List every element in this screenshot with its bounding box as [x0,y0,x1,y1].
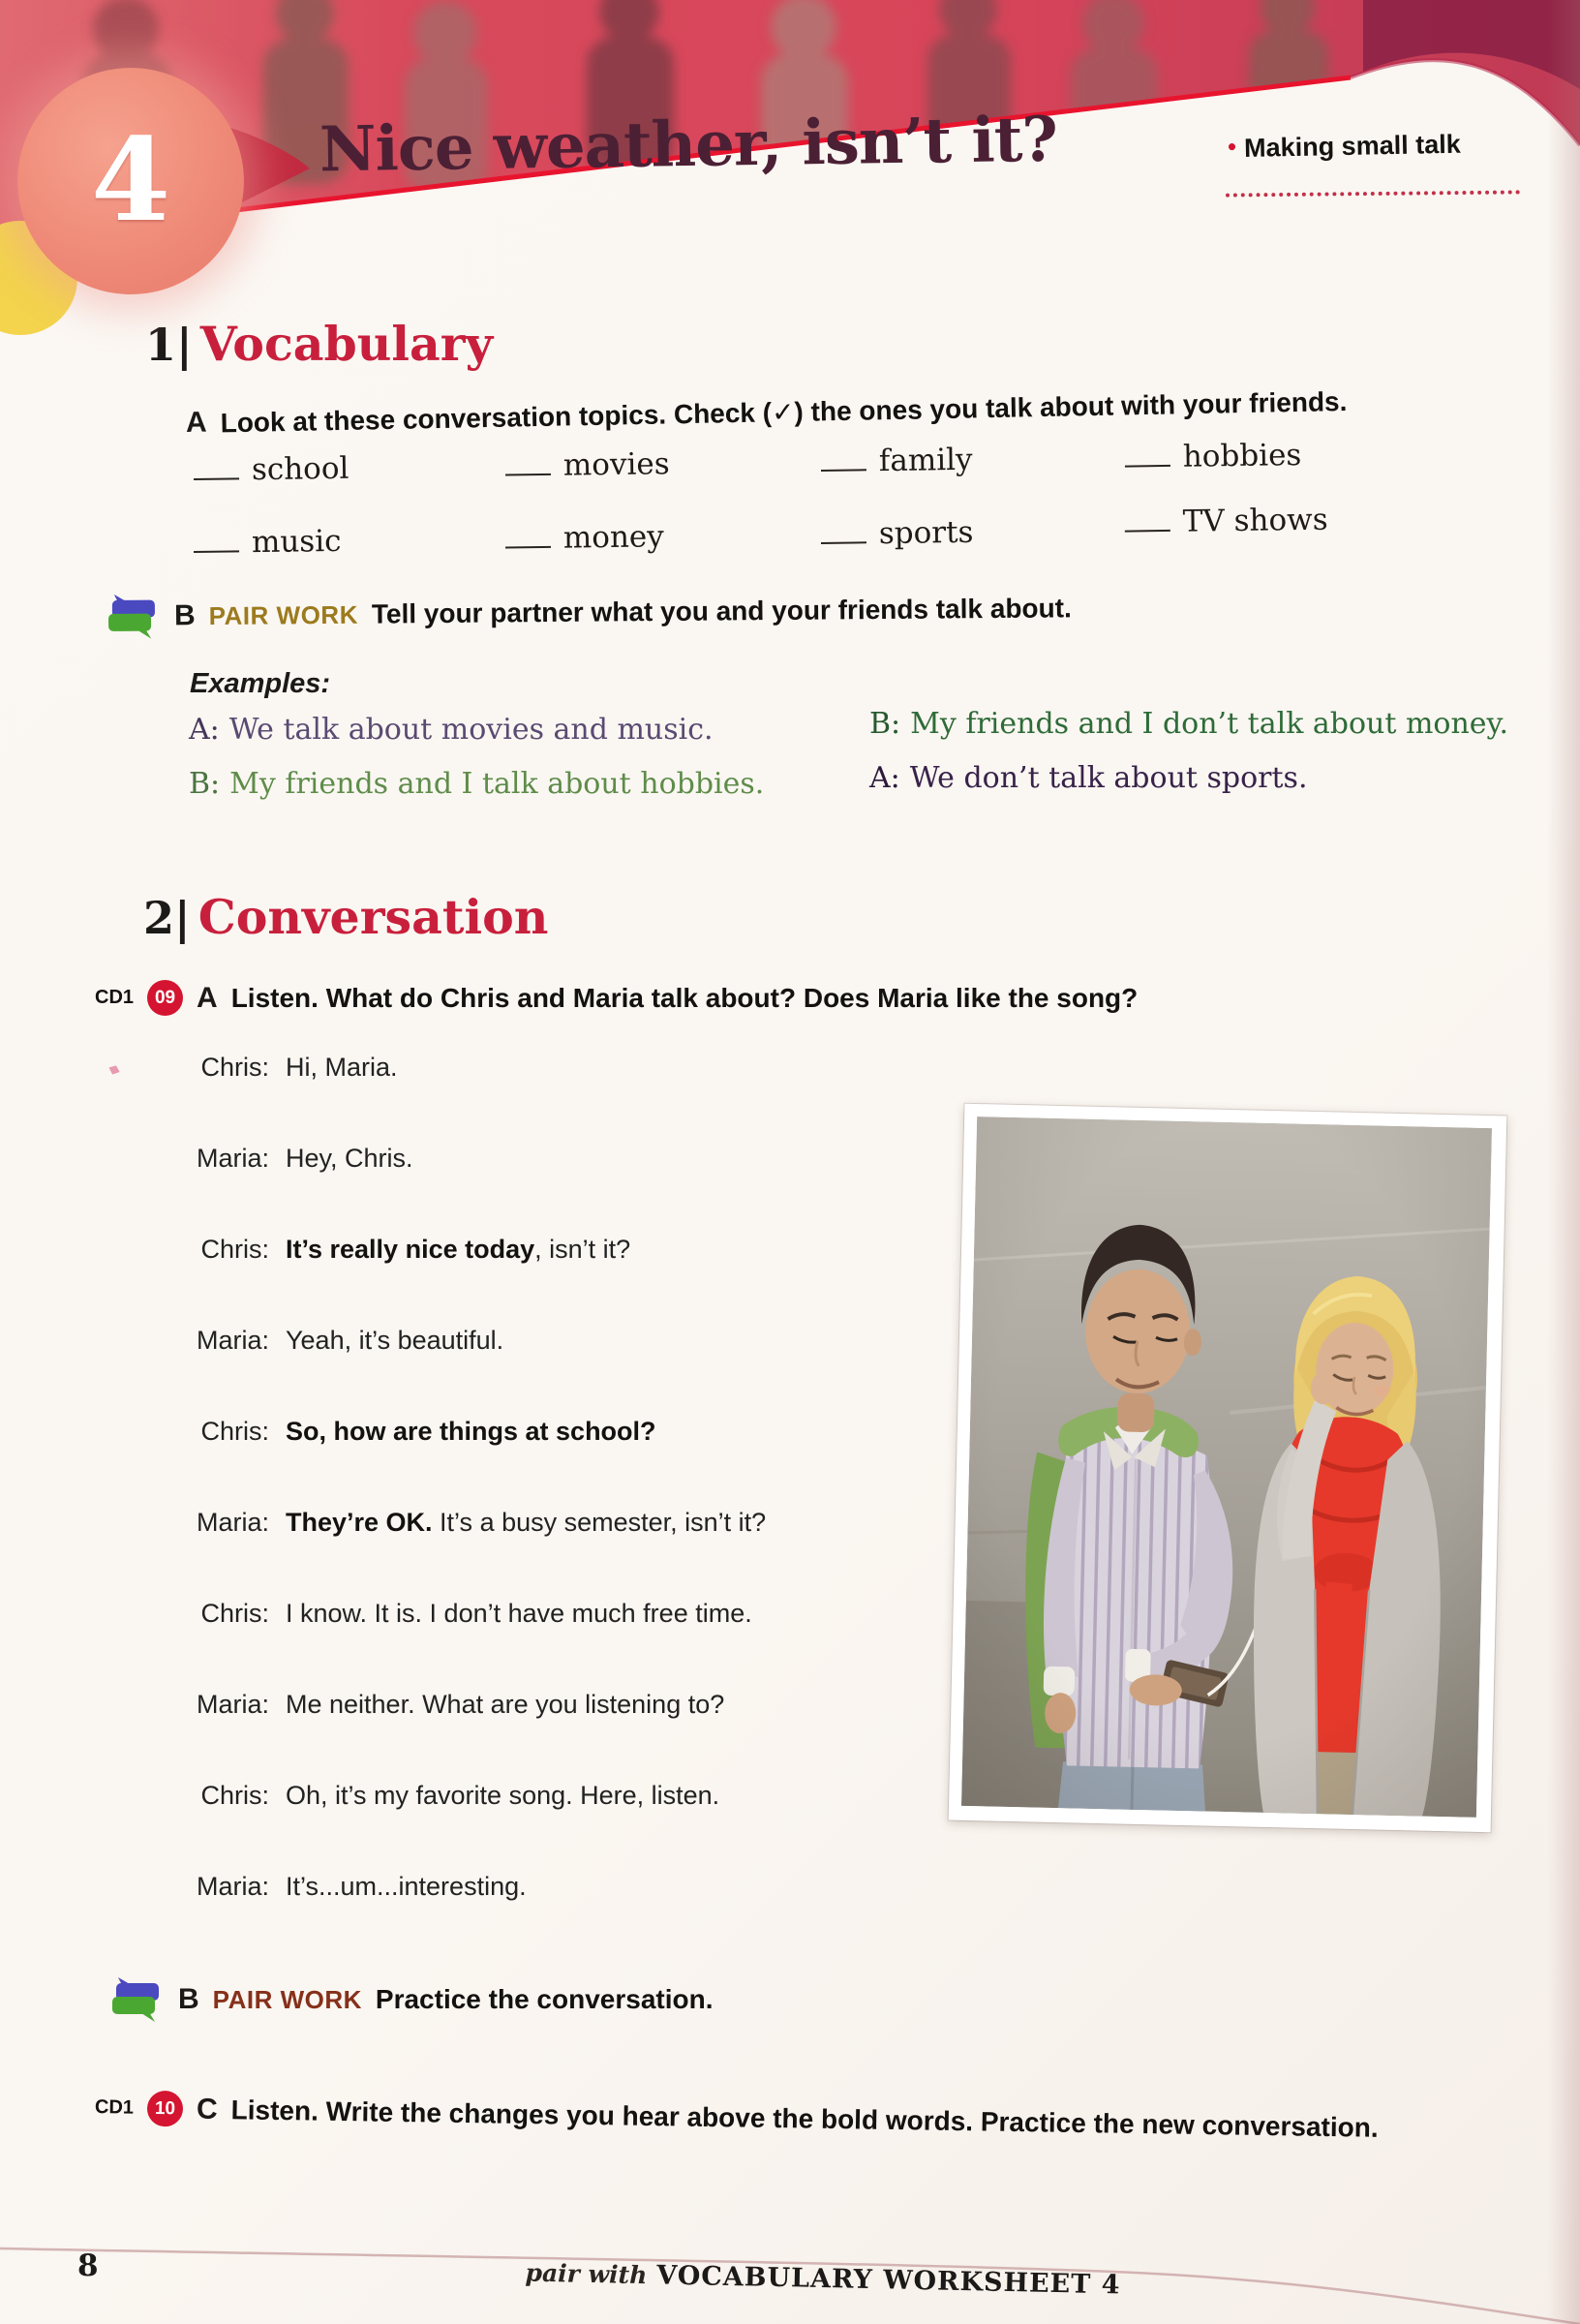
topic-word: sports [878,514,974,552]
section-2-number: 2| [143,892,191,944]
topics-row-1 [194,435,1482,498]
check-blank[interactable] [505,448,551,476]
topic-checkbox-school [194,451,349,488]
dialogue-text: It’s...um...interesting. [286,1872,527,1901]
dialogue-text: Yeah, it’s beautiful. [286,1326,504,1355]
stray-print-mark [107,1064,121,1077]
pair-work-icon [108,1975,165,2024]
topic-word: school [251,450,349,488]
conversation-a-instruction: Listen. What do Chris and Maria talk about? Does Maria like the song? [230,982,1139,1013]
example-text: We talk about movies and music. [228,713,714,747]
topic-checkbox-movies [505,446,670,483]
topic-word: movies [562,446,670,483]
dialogue-speaker: Maria: [196,1872,269,1901]
cd-label: CD1 [94,2096,135,2119]
dialogue-speaker: Chris: [200,1599,269,1628]
page-title: Nice weather, isn’t it? [319,103,1058,187]
dialogue-speaker: Maria: [196,1326,269,1355]
topic-word: music [251,523,342,561]
examples-label: Examples: [190,668,331,699]
topic-bullet-icon: • [1227,132,1237,162]
topic-checkbox-music [194,524,342,561]
dialogue-line [136,1691,949,1719]
part-c-label: C [196,2093,218,2125]
topic-checkbox-hobbies [1125,438,1302,475]
example-line [189,767,764,801]
check-blank[interactable] [1125,440,1170,468]
section-1-heading [145,316,493,372]
vocab-part-a [186,384,1348,440]
section-2-heading [143,889,548,945]
dialogue-speaker: Chris: [200,1417,269,1446]
dialogue-line [136,1236,949,1264]
topic-label: Making small talk [1243,129,1461,163]
unit-number-badge [17,68,244,294]
conversation-dialogue [136,1054,949,1964]
part-a-instruction: Look at these conversation topics. Check (✓) the ones you talk about with your friends. [220,385,1348,438]
dialogue-speaker: Chris: [200,1235,269,1264]
dialogue-text: So, how are things at school? [286,1417,656,1446]
unit-number: 4 [90,112,171,247]
part-b-instruction: Tell your partner what you and your friends talk about. [371,593,1072,629]
pair-work-tag: PAIR WORK [208,599,359,630]
dialogue-line [136,1782,949,1810]
check-blank[interactable] [194,525,239,553]
check-blank[interactable] [194,452,239,480]
example-speaker: B: [189,767,221,801]
example-line [869,707,1508,741]
vocab-part-b [105,584,1072,641]
dialogue-line [136,1327,949,1355]
pair-work-icon [105,592,161,641]
dialogue-text: It’s really nice today, isn’t it? [286,1235,631,1264]
part-b-label: B [173,599,196,632]
topic-word: hobbies [1182,438,1302,474]
footer-prefix: pair with [525,2258,648,2290]
dialogue-text: They’re OK. It’s a busy semester, isn’t it? [286,1508,767,1537]
cd-label: CD1 [95,987,135,1008]
part-a-label: A [197,981,218,1014]
topics-row-2 [194,502,1482,570]
page-number: 8 [77,2248,99,2283]
pair-work-tag: PAIR WORK [212,1984,362,2014]
topic-checkbox-tv-shows [1124,503,1327,540]
dialogue-line [136,1509,949,1537]
track-badge-09: 09 [147,980,183,1016]
conversation-part-a [95,980,1138,1016]
dialogue-line [136,1054,949,1082]
lesson-topic [1228,128,1461,165]
check-blank[interactable] [821,443,866,472]
section-1-title: Vocabulary [199,316,494,372]
example-text: We don’t talk about sports. [909,761,1308,795]
check-blank[interactable] [821,516,866,544]
example-text: My friends and I don’t talk about money. [910,707,1509,741]
topic-checkbox-family [821,443,973,479]
topic-word: money [562,519,665,556]
example-speaker: A: [189,713,220,747]
part-b-label: B [178,1983,199,2015]
dialogue-text: Hi, Maria. [286,1053,398,1082]
dialogue-text: Hey, Chris. [286,1144,413,1173]
dialogue-speaker: Maria: [196,1690,269,1719]
conversation-photo [949,1104,1507,1833]
example-speaker: A: [869,761,900,795]
dialogue-line [136,1418,949,1446]
section-1-number: 1| [145,319,193,371]
conversation-b-instruction: Practice the conversation. [375,1984,714,2014]
topic-checkbox-sports [821,515,974,552]
example-line [189,713,714,747]
conversation-part-b [108,1975,713,2024]
dialogue-speaker: Chris: [200,1053,269,1082]
part-a-label: A [185,406,207,439]
dialogue-text: Oh, it’s my favorite song. Here, listen. [286,1781,720,1810]
dialogue-text: Me neither. What are you listening to? [286,1690,725,1719]
footer-worksheet: VOCABULARY WORKSHEET 4 [655,2260,1121,2301]
example-text: My friends and I talk about hobbies. [229,767,765,801]
dialogue-text: I know. It is. I don’t have much free time. [286,1599,752,1628]
conversation-part-c [95,2090,1379,2146]
topic-word: family [878,442,973,479]
check-blank[interactable] [1124,505,1170,533]
example-speaker: B: [869,707,901,741]
dialogue-speaker: Chris: [200,1781,269,1810]
dialogue-line [136,1145,949,1173]
photo-illustration [961,1116,1492,1818]
dialogue-speaker: Maria: [196,1508,269,1537]
dialogue-line [136,1600,949,1628]
topic-word: TV shows [1182,502,1328,539]
check-blank[interactable] [505,521,551,549]
example-line [869,761,1307,795]
dialogue-line [136,1873,949,1901]
section-2-title: Conversation [198,889,549,945]
dialogue-speaker: Maria: [196,1144,269,1173]
conversation-c-instruction: Listen. Write the changes you hear above the bold words. Practice the new conversation. [230,2094,1379,2143]
track-badge-10: 10 [147,2091,184,2127]
topic-checkbox-money [505,519,664,556]
